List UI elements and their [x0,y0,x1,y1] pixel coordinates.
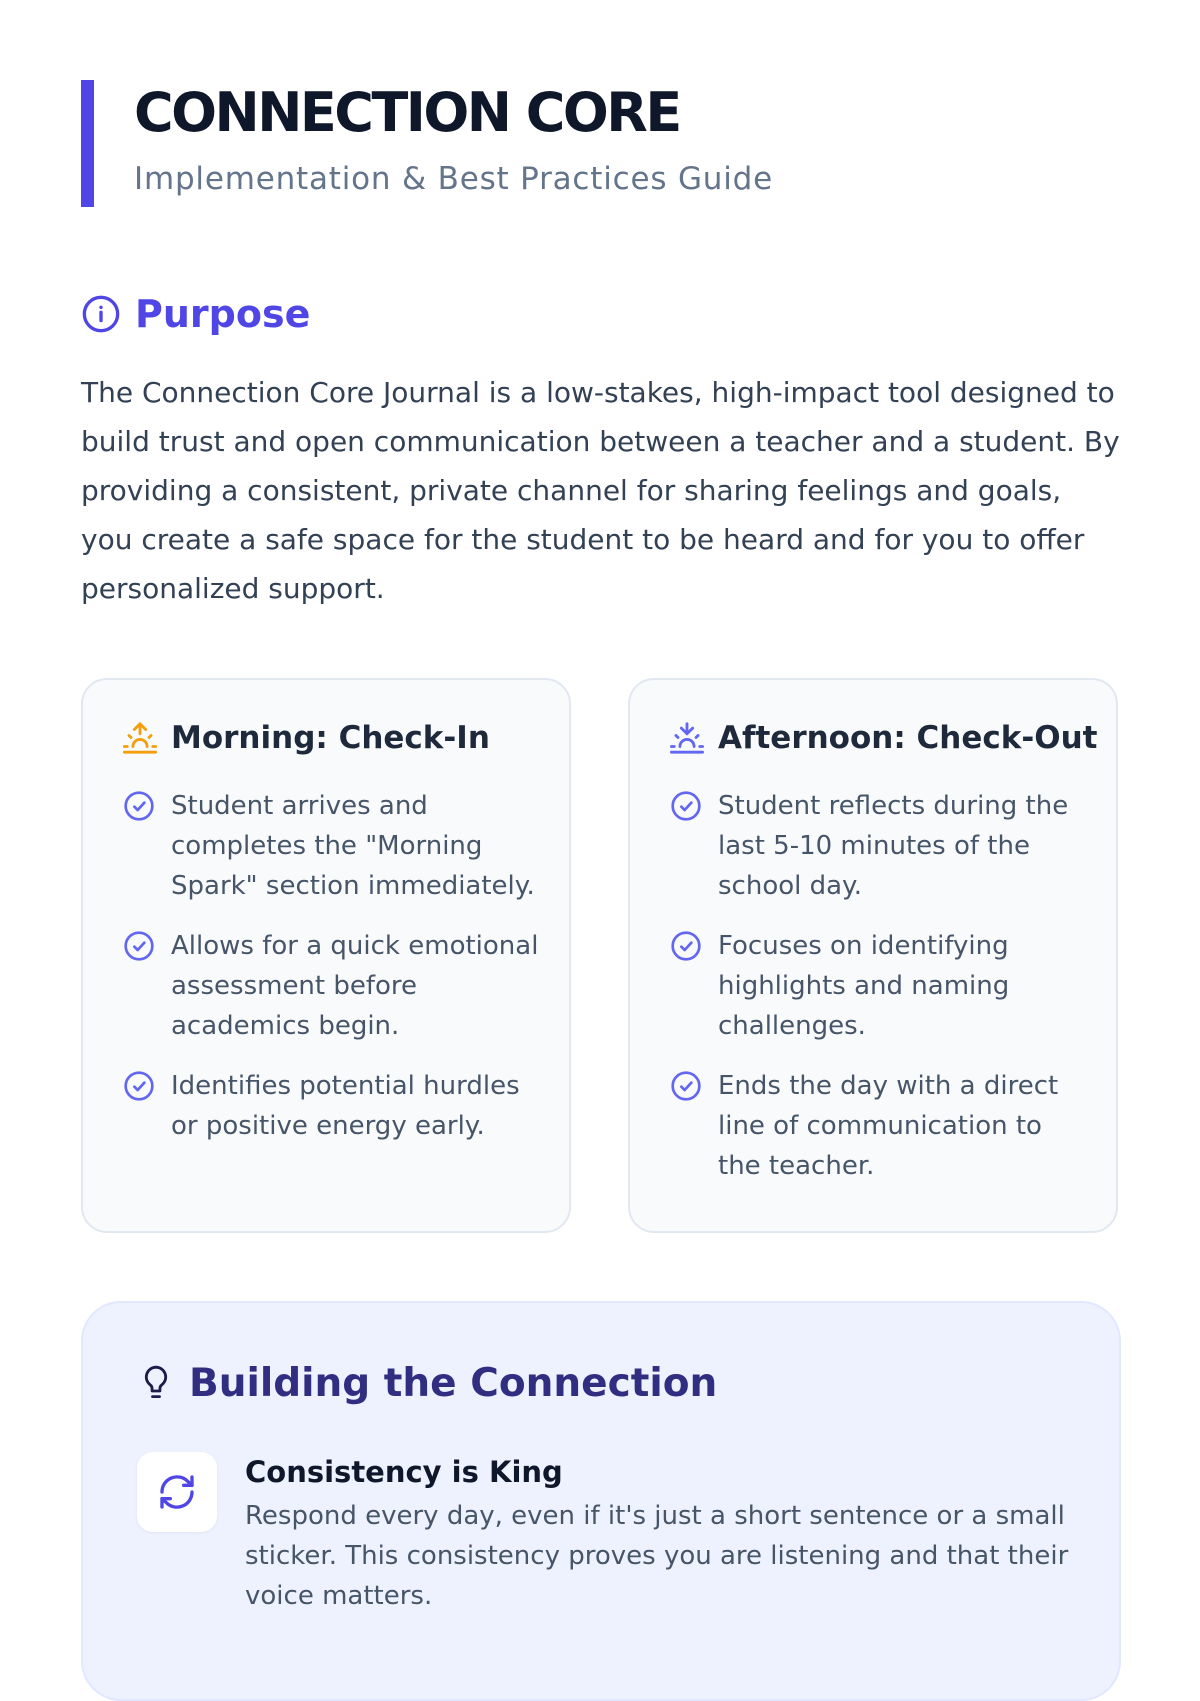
list-item [670,1066,1090,1186]
morning-card-header [123,716,490,760]
check-circle-icon [123,790,155,822]
list-item-text: Allows for a quick emotional assessment before academics begin. [171,931,539,1041]
sunset-icon [670,721,704,755]
purpose-text: The Connection Core Journal is a low-stakes, high-impact tool designed to build trust and open communication between a teacher and a student. By providing a consistent, private channel for sharing feelings and goals, you create a safe space for the student to be heard and for you to offer personalized support. [81,376,1120,605]
afternoon-card-header [670,716,1097,760]
page-title: CONNECTION CORE [134,81,680,144]
list-item-text: Focuses on identifying highlights and naming challenges. [718,931,1010,1041]
check-circle-icon [670,930,702,962]
check-circle-icon [670,790,702,822]
lightbulb-icon [139,1363,173,1405]
list-item-text: Ends the day with a direct line of communication to the teacher. [718,1071,1059,1181]
morning-checklist [123,786,543,1166]
building-heading [139,1358,717,1410]
list-item [123,926,543,1046]
morning-card-title: Morning: Check-In [171,720,490,756]
check-circle-icon [123,1070,155,1102]
list-item-text: Student arrives and completes the "Morning Spark" section immediately. [171,791,535,901]
purpose-heading [81,289,310,339]
tip-title: Consistency is King [245,1455,563,1489]
building-connection-panel [81,1301,1121,1701]
afternoon-checklist [670,786,1090,1206]
purpose-title: Purpose [135,292,311,336]
afternoon-checkout-card [628,678,1118,1233]
list-item [670,926,1090,1046]
refresh-icon [157,1472,197,1512]
list-item [123,786,543,906]
header-accent-bar [81,80,94,207]
tip-icon-box [137,1452,217,1532]
sunrise-icon [123,721,157,755]
list-item [123,1066,543,1146]
afternoon-card-title: Afternoon: Check-Out [718,720,1098,756]
list-item-text: Identifies potential hurdles or positive energy early. [171,1071,520,1141]
list-item [670,786,1090,906]
info-circle-icon [81,294,121,334]
list-item-text: Student reflects during the last 5-10 minutes of the school day. [718,791,1069,901]
morning-checkin-card [81,678,571,1233]
page-subtitle: Implementation & Best Practices Guide [134,161,773,197]
building-title: Building the Connection [189,1361,718,1406]
page-header [81,80,1121,207]
check-circle-icon [670,1070,702,1102]
tip-text: Respond every day, even if it's just a short sentence or a small sticker. This consistency proves you are listening and that their voice matters. [245,1501,1069,1611]
check-circle-icon [123,930,155,962]
